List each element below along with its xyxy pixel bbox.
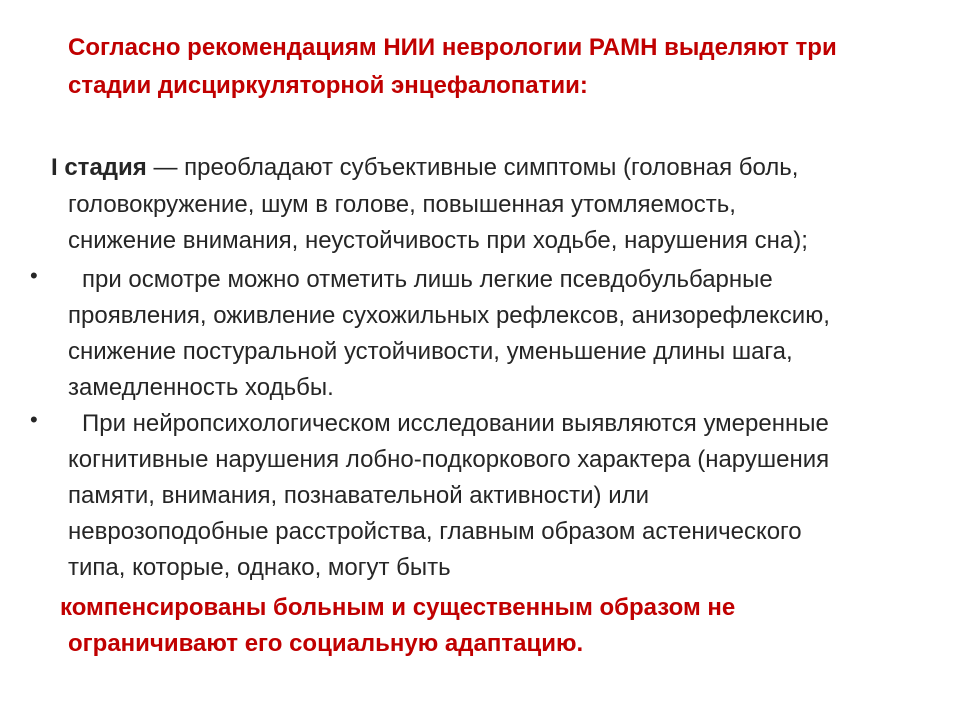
bullet2-line-1: При нейропсихологическом исследовании выявляются умеренные [82,410,829,437]
bullet1-line-4: замедленность ходьбы. [68,374,334,401]
bullet-marker-2: • [30,407,38,432]
stage1-text: — преобладают субъективные симптомы (головная боль, [146,154,799,181]
bullet1-line-2: проявления, оживление сухожильных рефлексов, анизорефлексию, [68,302,830,329]
bullet2-line-4: неврозоподобные расстройства, главным образом астенического [68,518,802,545]
bullet2-line-2: когнитивные нарушения лобно-подкоркового характера (нарушения [68,446,830,473]
stage1-line-3: снижение внимания, неустойчивость при ходьбе, нарушения сна); [68,227,808,254]
bullet2-line-5: типа, которые, однако, могут быть [68,554,451,581]
bullet1-line-1: при осмотре можно отметить лишь легкие псевдобульбарные [82,266,773,293]
heading-line-2: стадии дисциркуляторной энцефалопатии: [68,72,588,99]
bullet-marker-1: • [30,263,38,288]
conclusion-line-2: ограничивают его социальную адаптацию. [68,630,584,657]
stage1-line-1 [51,150,798,186]
stage1-label: I стадия [51,154,147,181]
bullet1-line-3: снижение постуральной устойчивости, уменьшение длины шага, [68,338,793,365]
heading-line-1: Согласно рекомендациям НИИ неврологии РАМН выделяют три [68,34,837,61]
bullet2-line-3: памяти, внимания, познавательной активности) или [68,482,650,509]
stage1-line-2: головокружение, шум в голове, повышенная утомляемость, [68,191,736,218]
conclusion-line-1: компенсированы больным и существенным образом не [60,594,736,621]
